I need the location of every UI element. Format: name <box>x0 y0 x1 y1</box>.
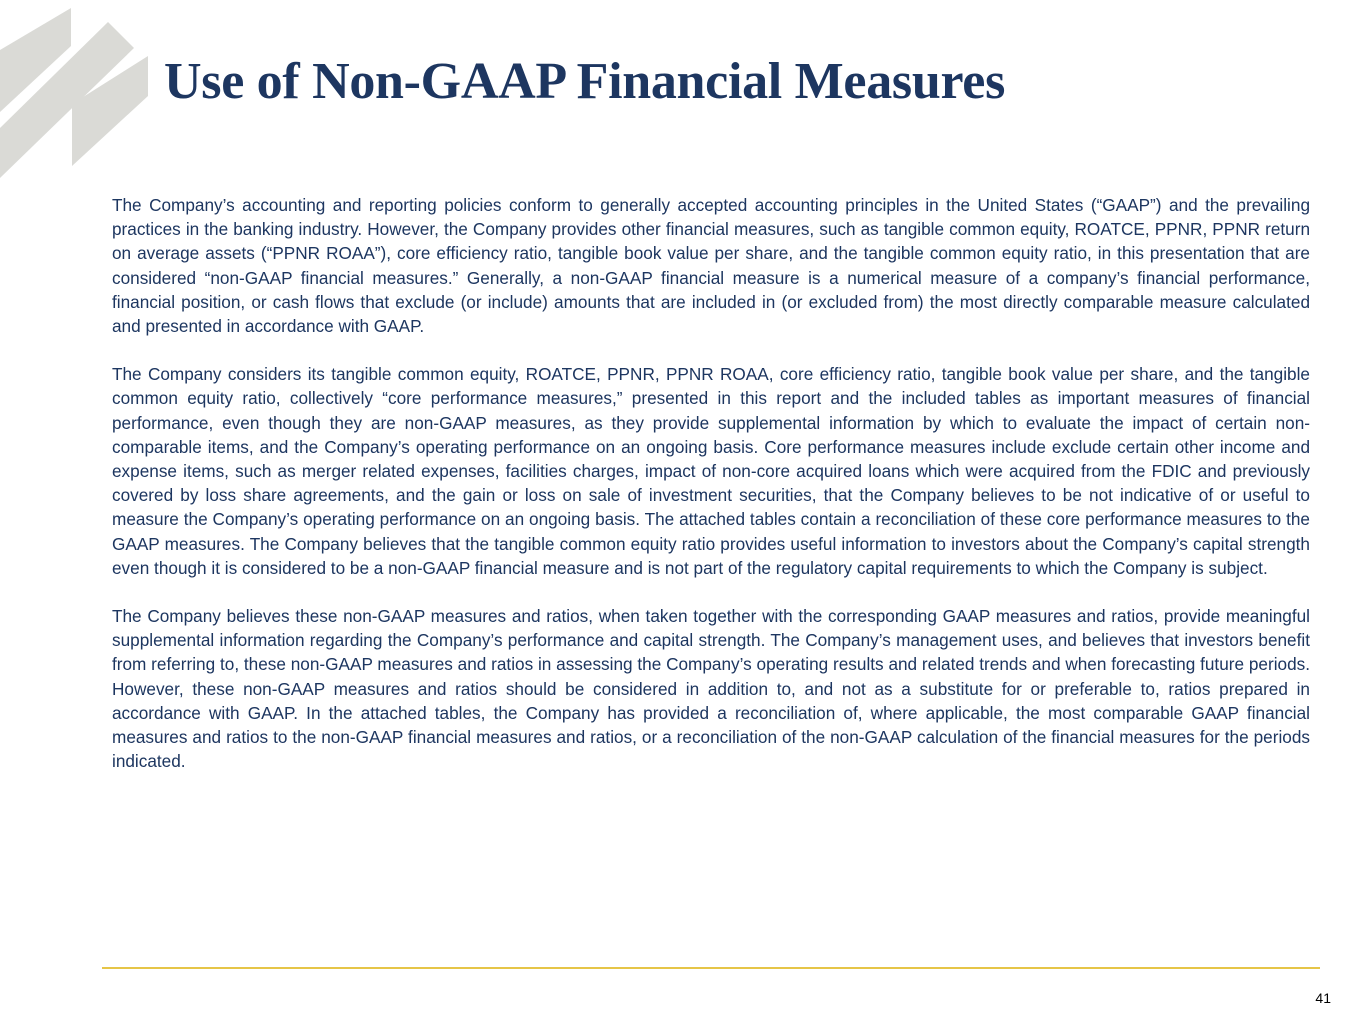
paragraph-core-performance-measures: The Company considers its tangible common equity, ROATCE, PPNR, PPNR ROAA, core efficiency ratio, tangible book value per share, and the tangible common equity ratio, collectively “core performance measures,” presented in this report and the included tables as important measures of financial performance, even though they are non-GAAP measures, as they provide supplemental information by which to evaluate the impact of certain non-comparable items, and the Company’s operating performance on an ongoing basis. Core performance measures include exclude certain other income and expense items, such as merger related expenses, facilities charges, impact of non-core acquired loans which were acquired from the FDIC and previously covered by loss share agreements, and the gain or loss on sale of investment securities, that the Company believes to be not indicative of or useful to measure the Company’s operating performance on an ongoing basis. The attached tables contain a reconciliation of these core performance measures to the GAAP measures. The Company believes that the tangible common equity ratio provides useful information to investors about the Company’s capital strength even though it is considered to be a non-GAAP financial measure and is not part of the regulatory capital requirements to which the Company is subject. <box>112 364 1310 578</box>
footer-divider <box>102 967 1320 969</box>
slide-title: Use of Non-GAAP Financial Measures <box>164 53 1006 110</box>
paragraph-supplemental-information: The Company believes these non-GAAP measures and ratios, when taken together with the corresponding GAAP measures and ratios, provide meaningful supplemental information regarding the Company’s performance and capital strength. The Company’s management uses, and believes that investors benefit from referring to, these non-GAAP measures and ratios in assessing the Company’s operating results and related trends and when forecasting future periods. However, these non-GAAP measures and ratios should be considered in addition to, and not as a substitute for or preferable to, ratios prepared in accordance with GAAP. In the attached tables, the Company has provided a reconciliation of, where applicable, the most comparable GAAP financial measures and ratios to the non-GAAP financial measures and ratios, or a reconciliation of the non-GAAP calculation of the financial measures for the periods indicated. <box>112 606 1310 772</box>
diagonal-stripes-logo-icon <box>0 0 170 190</box>
page-number: 41 <box>1315 990 1331 1006</box>
paragraph-gaap-policies: The Company’s accounting and reporting policies conform to generally accepted accounting principles in the United States (“GAAP”) and the prevailing practices in the banking industry. However, the Company provides other financial measures, such as tangible common equity, ROATCE, PPNR, PPNR return on average assets (“PPNR ROAA”), core efficiency ratio, tangible book value per share, and the tangible common equity ratio, in this presentation that are considered “non-GAAP financial measures.” Generally, a non-GAAP financial measure is a numerical measure of a company’s financial performance, financial position, or cash flows that exclude (or include) amounts that are included in (or excluded from) the most directly comparable measure calculated and presented in accordance with GAAP. <box>112 195 1310 337</box>
body-text <box>112 193 1310 797</box>
